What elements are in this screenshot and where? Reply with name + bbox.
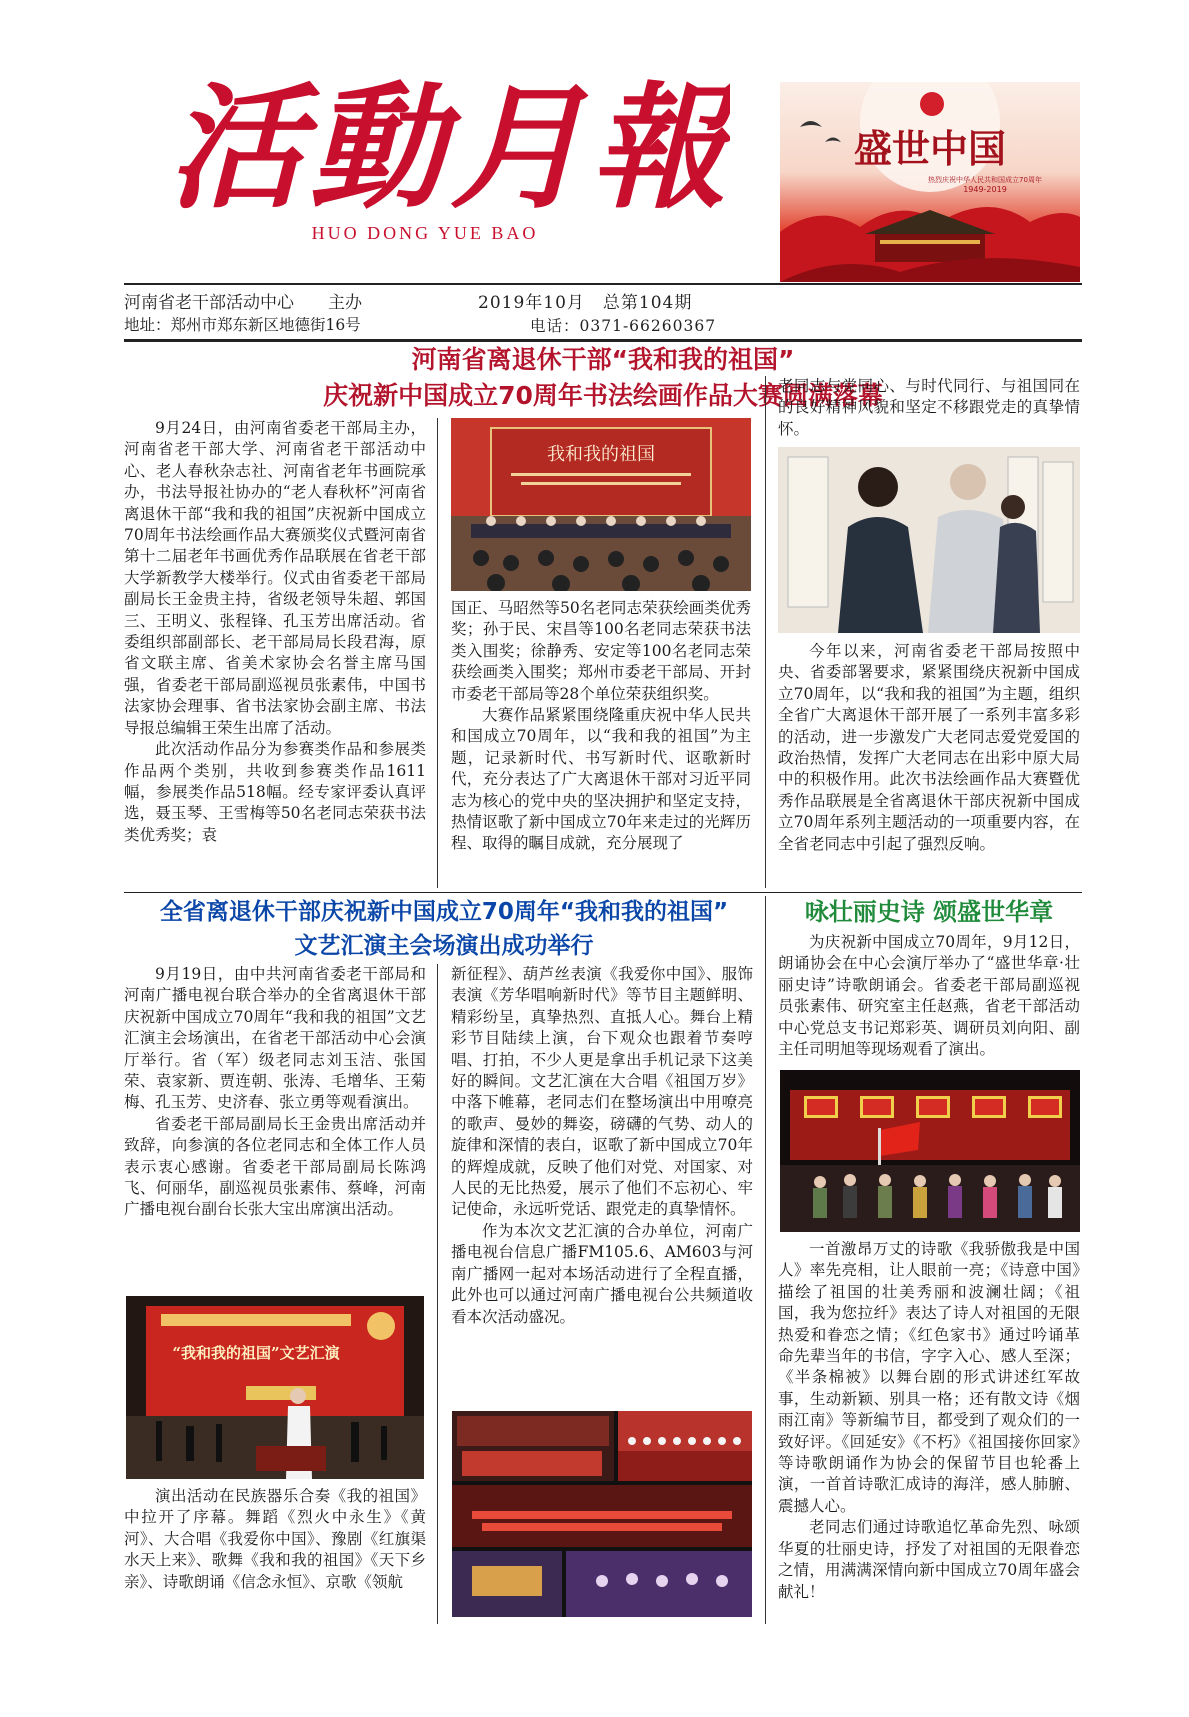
column-divider bbox=[765, 896, 766, 1624]
paragraph: 省委老干部局副局长王金贵出席活动并致辞，向参演的各位老同志和全体工作人员表示衷心感谢。省委老干部局副局长陈鸿飞、何丽华，副巡视员张素伟、蔡峰，河南广播电视台副台长张大宝出席演出活动。 bbox=[124, 1114, 426, 1219]
article3-col-top bbox=[778, 932, 1080, 1060]
article3-headline: 咏壮丽史诗 颂盛世华章 bbox=[804, 898, 1054, 926]
paragraph: 演出活动在民族器乐合奏《我的祖国》中拉开了序幕。舞蹈《烈火中永生》《黄河》、大合唱《我爱你中国》、豫剧《红旗渠水天上来》、歌舞《我和我的祖国》《天下乡亲》、诗歌朗诵《信念永恒》、京歌《领航 bbox=[124, 1487, 426, 1591]
article1-col2 bbox=[451, 598, 751, 855]
paragraph: 老同志与党同心、与时代同行、与祖国同在的良好精神风貌和坚定不移跟党走的真挚情怀。 bbox=[778, 377, 1080, 438]
paragraph: 9月19日，由中共河南省委老干部局和河南广播电视台联合举办的全省离退休干部庆祝新中国成立70周年“我和我的祖国”文艺汇演主会场演出，在省老干部活动中心会演厅举行。省（军）级老同志刘玉洁、张国荣、袁家新、贾连朝、张涛、毛增华、王菊梅、孔玉芳、史济春、张立勇等观看演出。 bbox=[124, 965, 426, 1112]
column-divider bbox=[437, 964, 438, 1624]
paragraph: 为庆祝新中国成立70周年，9月12日，朗诵协会在中心会演厅举办了“盛世华章·壮丽史诗”诗歌朗诵会。省委老干部局副巡视员张素伟、研究室主任赵燕，省老干部活动中心党总支书记郑彩英、调研员刘向阳、副主任司明旭等现场观看了演出。 bbox=[778, 933, 1080, 1059]
column-divider bbox=[765, 376, 766, 888]
paragraph: 国正、马昭然等50名老同志荣获绘画类优秀奖；孙于民、宋昌等100名老同志荣获书法类入围奖；徐静秀、安定等100名老同志荣获绘画类入围奖；郑州市委老干部局、开封市委老干部局等28个单位荣获组织奖。 bbox=[451, 599, 751, 703]
header-rule-bottom bbox=[124, 339, 1082, 342]
issue-info: 2019年10月 总第104期 bbox=[478, 293, 693, 313]
banner-title: 盛世中国 bbox=[853, 126, 1007, 171]
address: 地址：郑州市郑东新区地德街16号 bbox=[124, 316, 361, 334]
photo-banner-text: 我和我的祖国 bbox=[547, 444, 655, 465]
performance-stage-photo bbox=[126, 1296, 424, 1479]
header-rule bbox=[124, 283, 1082, 285]
emblem-icon bbox=[920, 92, 944, 116]
paragraph: 作为本次文艺汇演的合办单位，河南广播电视台信息广播FM105.6、AM603与河南广播网一起对本场活动进行了全程直播，此外也可以通过河南广播电视台公共频道收看本次活动盛况。 bbox=[451, 1221, 753, 1326]
paragraph: 新征程》、葫芦丝表演《我爱你中国》、服饰表演《芳华唱响新时代》等节目主题鲜明、精彩纷呈，真挚热烈、直抵人心。舞台上精彩节目陆续上演，台下观众也跟着节奏哼唱、打拍，不少人更是拿出手机记录下这美好的瞬间。文艺汇演在大合唱《祖国万岁》中落下帷幕，老同志们在整场演出中用嘹亮的歌声、曼妙的舞姿，磅礴的气势、动人的旋律和深情的表白，讴歌了新中国成立70年的辉煌成就，反映了他们对党、对国家、对人民的无比热爱，展示了他们不忘初心、牢记使命，永远听党话、跟党走的真挚情怀。 bbox=[451, 965, 753, 1219]
phone: 电话：0371-66260367 bbox=[530, 317, 717, 335]
paragraph: 一首激昂万丈的诗歌《我骄傲我是中国人》率先亮相，让人眼前一亮；《诗意中国》描绘了祖国的壮美秀丽和波澜壮阔；《祖国，我为您拉纤》表达了诗人对祖国的无限热爱和眷恋之情；《红色家书》通过吟诵革命先辈当年的书信，字字入心、感人至深；《半条棉被》以舞台剧的形式讲述红军故事，生动新颖、别具一格；还有散文诗《烟雨江南》等新编节目，都受到了观众们的一致好评。《回延安》《不朽》《祖国接你回家》等诗歌朗诵作为协会的保留节目也轮番上演，一首首诗歌汇成诗的海洋，感人肺腑、震撼人心。 bbox=[778, 1240, 1080, 1515]
paragraph: 大赛作品紧紧围绕隆重庆祝中华人民共和国成立70周年，以“我和我的祖国”为主题，记录新时代、书写新时代、讴歌新时代，充分表达了广大离退休干部对习近平同志为核心的党中央的坚决拥护和坚定支持，热情讴歌了新中国成立70年来走过的光辉历程、取得的瞩目成就，充分展现了 bbox=[451, 706, 751, 853]
banner-image bbox=[780, 82, 1080, 282]
poetry-recital-photo bbox=[780, 1070, 1080, 1232]
article2-col2 bbox=[451, 964, 753, 1328]
stage-banner-text: “我和我的祖国”文艺汇演 bbox=[172, 1344, 340, 1362]
article1-col3-top bbox=[778, 376, 1080, 440]
article1-headline-2: 庆祝新中国成立70周年书法绘画作品大赛圆满落幕 bbox=[323, 381, 883, 410]
masthead-pinyin: HUO DONG YUE BAO bbox=[311, 223, 539, 243]
article2-col1 bbox=[124, 964, 426, 1221]
awards-ceremony-photo bbox=[451, 418, 751, 591]
banner-years: 1949-2019 bbox=[963, 185, 1007, 194]
performance-collage-photo bbox=[452, 1411, 752, 1617]
article1-headline-1: 河南省离退休干部“我和我的祖国” bbox=[411, 345, 795, 374]
masthead-calligraphy bbox=[170, 55, 730, 225]
bird-icon bbox=[800, 121, 822, 127]
banner-subtitle: 热烈庆祝中华人民共和国成立70周年 bbox=[928, 176, 1042, 184]
article1-col3 bbox=[778, 641, 1080, 855]
article3-col-bottom bbox=[778, 1239, 1080, 1603]
gallery-visit-photo bbox=[778, 447, 1080, 633]
article1-col1 bbox=[124, 418, 426, 846]
article2-headline-2: 文艺汇演主会场演出成功举行 bbox=[294, 933, 594, 959]
paragraph: 今年以来，河南省委老干部局按照中央、省委部署要求，紧紧围绕庆祝新中国成立70周年，以“我和我的祖国”为主题，组织全省广大离退休干部开展了一系列丰富多彩的活动，进一步激发广大老同志爱党爱国的政治热情，发挥广大老同志在出彩中原大局中的积极作用。此次书法绘画作品大赛暨优秀作品联展是全省离退休干部庆祝新中国成立70周年系列主题活动的一项重要内容，在全省老同志中引起了强烈反响。 bbox=[778, 642, 1080, 853]
paragraph: 老同志们通过诗歌追忆革命先烈、咏颂华夏的壮丽史诗，抒发了对祖国的无限眷恋之情，用满满深情向新中国成立70周年盛会献礼！ bbox=[778, 1518, 1080, 1601]
masthead-title bbox=[170, 55, 730, 225]
banner-art bbox=[780, 82, 1080, 282]
section-rule bbox=[124, 892, 1082, 893]
column-divider bbox=[437, 418, 438, 888]
paragraph: 9月24日，由河南省委老干部局主办，河南省老干部大学、河南省老干部活动中心、老人春秋杂志社、河南省老年书画院承办，书法导报社协办的“老人春秋杯”河南省离退休干部“我和我的祖国”庆祝新中国成立70周年书法绘画作品大赛颁奖仪式暨河南省第十二届老年书画优秀作品联展在省老干部大学新教学大楼举行。仪式由省委老干部局副局长王金贵主持，省级老领导朱超、郭国三、王明义、张程锋、孔玉芳出席活动。省委组织部副部长、老干部局局长段君海，原省文联主席、省美术家协会名誉主席马国强，省委老干部局副巡视员张素伟，中国书法家协会理事、省书法家协会副主席、书法导报总编辑王荣生出席了活动。 bbox=[124, 419, 426, 737]
masthead-title-text: 活動月報 bbox=[170, 68, 730, 225]
paragraph: 此次活动作品分为参赛类作品和参展类作品两个类别，共收到参赛类作品1611幅，参展类作品518幅。经专家评委认真评选，聂玉琴、王雪梅等50名老同志荣获书法类优秀奖；袁 bbox=[124, 740, 426, 844]
organizer: 河南省老干部活动中心 主办 bbox=[124, 293, 362, 313]
article2-headline-1: 全省离退休干部庆祝新中国成立70周年“我和我的祖国” bbox=[159, 899, 729, 925]
article2-col1-bottom bbox=[124, 1486, 426, 1593]
